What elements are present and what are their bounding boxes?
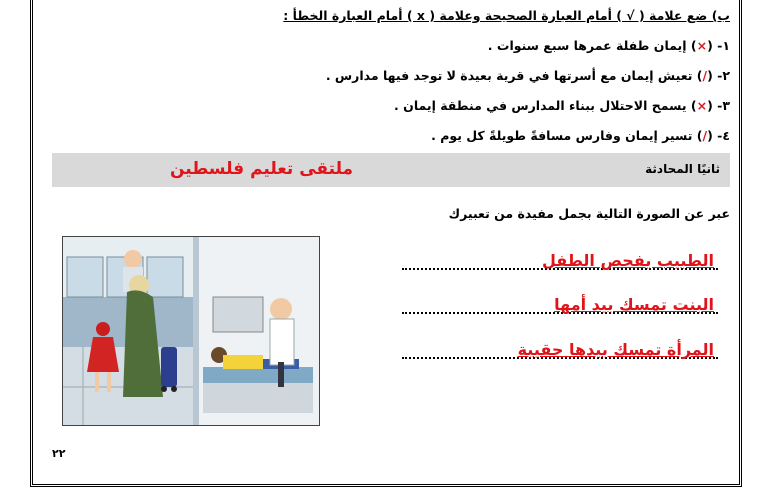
answer-text-2: البنت تمسك بيد أمها xyxy=(554,295,714,314)
site-watermark: ملتقى تعليم فلسطين xyxy=(170,159,354,179)
statement-4-text: ) تسير إيمان وفارس مسافةً طويلةً كل يوم . xyxy=(431,128,703,143)
statement-1-number: ١- ( xyxy=(707,38,730,53)
statement-3-mark: × xyxy=(696,98,708,113)
statement-2 xyxy=(326,68,730,83)
illustration xyxy=(62,236,320,426)
statement-3-text: ) يسمح الاحتلال ببناء المدارس في منطقة إيمان . xyxy=(394,98,697,113)
instruction-text: عبر عن الصورة التالية بجمل مفيدة من تعبيرك xyxy=(448,206,730,221)
statement-2-number: ٢- ( xyxy=(707,68,730,83)
statement-1-mark: × xyxy=(696,38,708,53)
section-b-title-text: ب) ضع علامة ( √ ) أمام العبارة الصحيحة وعلامة ( x ) أمام العبارة الخطأ : xyxy=(283,8,730,23)
conversation-heading: ثانيًا المحادثة xyxy=(645,162,720,176)
statement-3-number: ٣- ( xyxy=(707,98,730,113)
statement-1-text: ) إيمان طفلة عمرها سبع سنوات . xyxy=(487,38,697,53)
statement-4-number: ٤- ( xyxy=(707,128,730,143)
section-b-title xyxy=(283,8,730,23)
statement-3 xyxy=(394,98,730,113)
answer-text-3: المرأة تمسك بيدها حقيبة xyxy=(517,340,714,359)
answer-line-2 xyxy=(402,288,718,316)
conversation-banner xyxy=(52,153,730,187)
statement-4 xyxy=(431,128,730,143)
illustration-drawing xyxy=(63,237,320,426)
answer-line-3 xyxy=(402,333,718,361)
statement-2-mark: / xyxy=(702,68,708,83)
answer-line-1 xyxy=(402,244,718,272)
page-number: ٢٢ xyxy=(52,447,66,460)
answer-text-1: الطبيب يفحص الطفل xyxy=(542,251,714,270)
statement-2-text: ) تعيش إيمان مع أسرتها في قرية بعيدة لا توجد فيها مدارس . xyxy=(325,68,703,83)
statement-4-mark: / xyxy=(702,128,708,143)
statement-1 xyxy=(488,38,730,53)
